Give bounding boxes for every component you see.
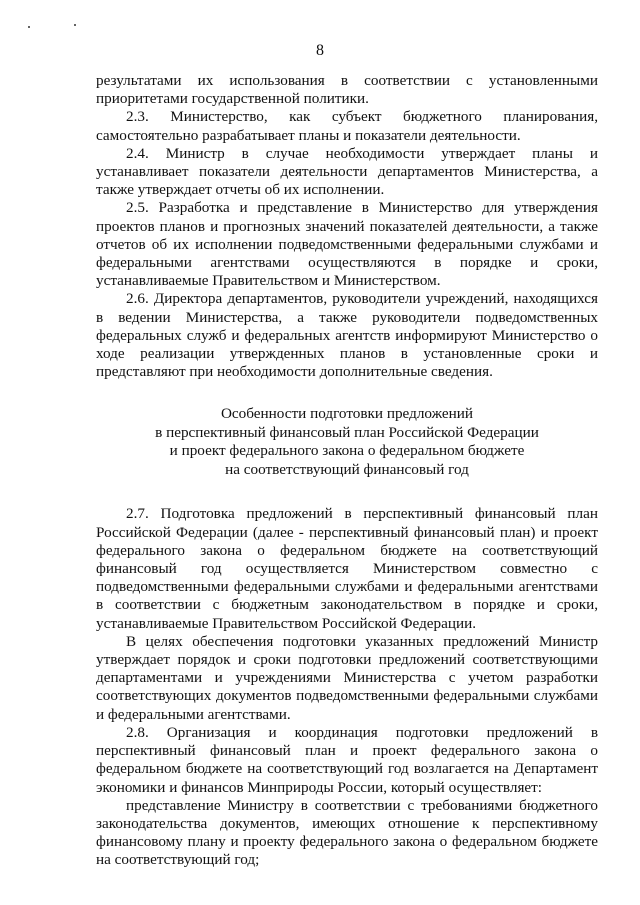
heading-line: Особенности подготовки предложений <box>220 405 474 423</box>
paragraph-2-3: 2.3. Министерство, как субъект бюджетного планирования, самостоятельно разрабатывает планы и показатели деятельности. <box>96 108 598 144</box>
heading-line: в перспективный финансовый план Российской Федерации <box>155 423 539 441</box>
paragraph-2-8: 2.8. Организация и координация подготовки предложений в перспективный финансовый план и проект федерального закона о федеральном бюджете на соответствующий год возлагается на Департамент экономики и финансов Минприроды России, который осуществляет: <box>96 723 598 796</box>
document-body <box>96 72 598 870</box>
paragraph: В целях обеспечения подготовки указанных предложений Министр утверждает порядок и сроки подготовки предложений соответствующими департаментами и учреждениями Министерства с учетом разработки соответствующих документов подведомственными федеральными службами и федеральными агентствами. <box>96 632 598 723</box>
paragraph: результатами их использования в соответствии с установленными приоритетами государственной политики. <box>96 72 598 108</box>
section-heading <box>96 405 598 479</box>
paragraph-2-5: 2.5. Разработка и представление в Министерство для утверждения проектов планов и прогнозных значений показателей деятельности, а также отчетов об их исполнении подведомственными федеральными службами и федеральными агентствами осуществляются в порядке и сроки, устанавливаемые Правительством и Министерством. <box>96 199 598 290</box>
heading-line: на соответствующий финансовый год <box>225 460 469 478</box>
paragraph-2-6: 2.6. Директора департаментов, руководители учреждений, находящихся в ведении Министерства, а также руководители подведомственных федеральных служб и федеральных агентств информируют Министерство о ходе реализации утвержденных планов в установленные сроки и представляют при необходимости дополнительные сведения. <box>96 290 598 381</box>
heading-line: и проект федерального закона о федеральном бюджете <box>169 442 525 460</box>
scan-marks <box>28 24 88 34</box>
paragraph-2-4: 2.4. Министр в случае необходимости утверждает планы и устанавливает показатели деятельности департаментов Министерства, а также утверждает отчеты об их исполнении. <box>96 144 598 199</box>
paragraph: представление Министру в соответствии с требованиями бюджетного законодательства документов, имеющих отношение к перспективному финансовому плану и проекту федерального закона о федеральном бюджете на соответствующий год; <box>96 796 598 869</box>
page-number: 8 <box>316 42 324 59</box>
paragraph-2-7: 2.7. Подготовка предложений в перспективный финансовый план Российской Федерации (далее - перспективный финансовый план) и проект федерального закона о федеральном бюджете на соответствующий финансовый год осуществляется Министерством совместно с подведомственными федеральными службами и федеральными агентствами в соответствии с бюджетным законодательством в порядке и сроки, устанавливаемые Правительством Российской Федерации. <box>96 505 598 632</box>
